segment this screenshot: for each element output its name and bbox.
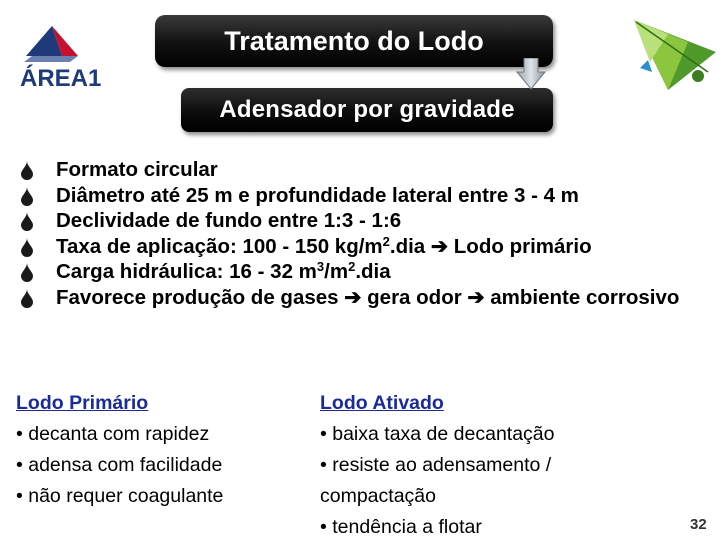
list-item: • tendência a flotar bbox=[320, 516, 482, 538]
droplet-bullet-icon bbox=[20, 187, 34, 206]
droplet-bullet-icon bbox=[20, 161, 34, 180]
arrow-right-icon: ➔ bbox=[344, 285, 362, 309]
lodo-ativado-section bbox=[320, 388, 630, 543]
list-item: • resiste ao adensamento / compactação bbox=[320, 454, 552, 507]
lodo-ativado-heading: Lodo Ativado bbox=[320, 392, 444, 414]
section-subtitle: Adensador por gravidade bbox=[181, 88, 553, 132]
lodo-primario-section bbox=[16, 388, 296, 512]
bullet-item: Formato circular bbox=[20, 157, 720, 183]
arrow-down-icon bbox=[516, 58, 546, 90]
bullet-item: Declividade de fundo entre 1:3 - 1:6 bbox=[20, 208, 720, 234]
droplet-bullet-icon bbox=[20, 238, 34, 257]
lodo-primario-heading: Lodo Primário bbox=[16, 392, 149, 414]
list-item: • decanta com rapidez bbox=[16, 423, 210, 445]
list-item: • não requer coagulante bbox=[16, 485, 224, 507]
droplet-bullet-icon bbox=[20, 212, 34, 231]
arrow-right-icon: ➔ bbox=[467, 285, 485, 309]
list-item: • adensa com facilidade bbox=[16, 454, 223, 476]
area1-logo bbox=[12, 16, 142, 96]
droplet-bullet-icon bbox=[20, 289, 34, 308]
list-item: • baixa taxa de decantação bbox=[320, 423, 555, 445]
page-title: Tratamento do Lodo bbox=[155, 15, 553, 67]
bullet-item: Taxa de aplicação: 100 - 150 $kg/m^2.dia$ ➔ Lodo primário bbox=[20, 234, 720, 260]
bullet-list bbox=[20, 157, 720, 310]
svg-text:ÁREA1: ÁREA1 bbox=[20, 65, 102, 92]
bullet-item: Favorece produção de gases ➔ gera odor ➔ ambiente corrosivo bbox=[20, 285, 720, 311]
bullet-item: Diâmetro até 25 m e profundidade lateral entre 3 - 4 m bbox=[20, 183, 720, 209]
droplet-bullet-icon bbox=[20, 263, 34, 282]
page-number: 32 bbox=[690, 516, 707, 533]
bullet-item: Carga hidráulica: 16 - 32 $m^3/m^2.dia$ bbox=[20, 259, 720, 285]
leaf-logo bbox=[628, 12, 720, 94]
arrow-right-icon: ➔ bbox=[430, 234, 449, 258]
